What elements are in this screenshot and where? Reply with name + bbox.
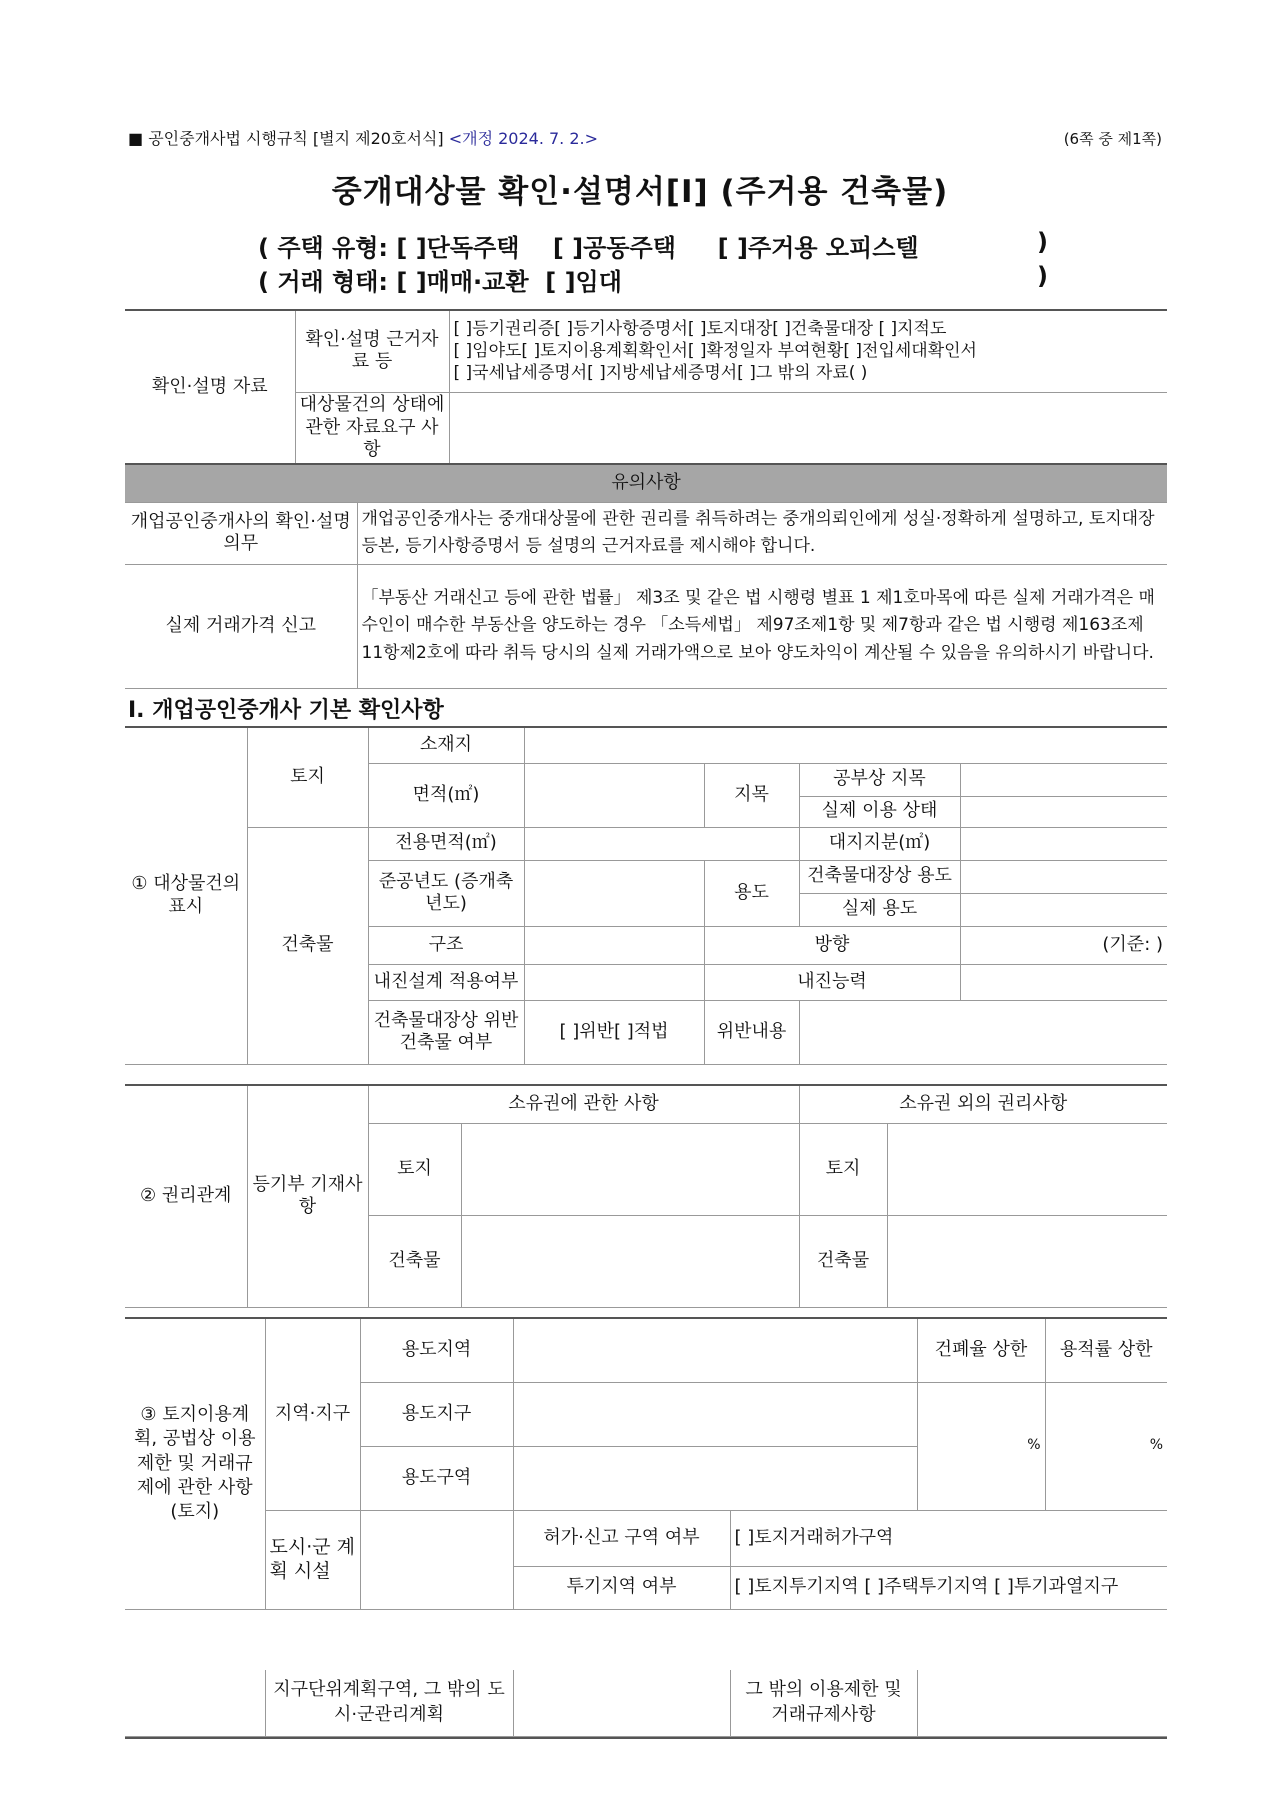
use-area-label: 용도지역 [360,1318,513,1382]
other-building-field[interactable] [887,1215,1167,1307]
location-field[interactable] [524,727,1167,763]
rights-table [125,1084,1167,1308]
basis-label: 확인·설명 근거자료 등 [295,310,449,392]
registry-use-field[interactable] [960,860,1167,893]
option-multi-house[interactable]: 공동주택 [583,234,676,262]
checkbox-lease[interactable]: [ ] [545,268,576,296]
deal-type-label: ( 거래 형태: [ ] [258,268,427,296]
basis-options[interactable] [449,310,1167,392]
zone-label: 지역·지구 [265,1318,360,1510]
district-plan-field[interactable] [513,1670,730,1736]
bcr-field[interactable]: % [917,1382,1045,1510]
page-title: 중개대상물 확인·설명서[Ⅰ] (주거용 건축물) [331,174,949,210]
location-label: 소재지 [368,727,524,763]
area-field[interactable] [524,763,704,827]
option-lease[interactable]: 임대 [575,268,622,296]
urban-facility-label: 도시·군 계획 시설 [265,1510,360,1609]
close-paren: ) [1037,228,1048,256]
other-land-label: 토지 [799,1123,887,1215]
land-share-field[interactable] [960,827,1167,860]
landuse-bottom-table [125,1670,1167,1737]
structure-label: 구조 [368,926,524,964]
permit-option[interactable]: [ ]토지거래허가구역 [730,1510,1167,1566]
checkbox-office[interactable]: [ ] [717,234,748,262]
exclusive-area-field[interactable] [524,827,799,860]
official-jimok-label: 공부상 지목 [799,763,960,796]
request-field[interactable] [449,392,1167,464]
deal-type-line [258,262,1048,297]
ownership-land-field[interactable] [461,1123,799,1215]
area-label: 면적(㎡) [368,763,524,827]
completion-year-field[interactable] [524,860,704,926]
urban-facility-field[interactable] [360,1510,513,1609]
request-label: 대상물건의 상태에 관한 자료요구 사항 [295,392,449,464]
violation-label: 건축물대장상 위반건축물 여부 [368,1000,524,1064]
use-zone-field[interactable] [513,1446,917,1510]
other-building-label: 건축물 [799,1215,887,1307]
district-plan-label: 지구단위계획구역, 그 밖의 도시·군관리계획 [265,1670,513,1736]
official-jimok-field[interactable] [960,763,1167,796]
materials-table [125,309,1167,465]
speculation-label: 투기지역 여부 [513,1566,730,1609]
basis-line-2[interactable]: [ ]임야도[ ]토지이용계획확인서[ ]확정일자 부여현황[ ]전입세대확인서 [453,341,977,362]
other-limits-field[interactable] [917,1670,1167,1736]
use-district-field[interactable] [513,1382,917,1446]
property-table [125,726,1167,1065]
option-sale[interactable]: 매매·교환 [426,268,529,296]
ownership-header: 소유권에 관한 사항 [368,1085,799,1123]
property-label: ① 대상물건의 표시 [125,727,247,1064]
far-label: 용적률 상한 [1045,1318,1167,1382]
ownership-building-field[interactable] [461,1215,799,1307]
violation-detail-label: 위반내용 [704,1000,799,1064]
form-reference-text: ■ 공인중개사법 시행규칙 [별지 제20호서식] [128,129,444,148]
use-district-label: 용도지구 [360,1382,513,1446]
basis-line-1[interactable]: [ ]등기권리증[ ]등기사항증명서[ ]토지대장[ ]건축물대장 [ ]지적도 [453,319,947,340]
actual-use2-field[interactable] [960,893,1167,926]
ownership-building-label: 건축물 [368,1215,461,1307]
completion-year-label: 준공년도 (증개축년도) [368,860,524,926]
violation-detail-field[interactable] [799,1000,1167,1064]
checkbox-multi[interactable]: [ ] [552,234,584,262]
option-officetel[interactable]: 주거용 오피스텔 [747,234,919,262]
actual-use2-label: 실제 용도 [799,893,960,926]
price-text: 「부동산 거래신고 등에 관한 법률」 제3조 및 같은 법 시행령 별표 1 제1호마목에 따른 실제 거래가격은 매수인이 매수한 부동산을 양도하는 경우 「소득세법」 제97조제1항 및 제7항과 같은 법 시행령 제163조제11항제2호에 따라 취득 당시의 실제 거래가액으로 보아 양도차익이 계산될 수 있음을 유의하시기 바랍니다. [357,564,1167,688]
land-label: 토지 [247,727,368,827]
actual-use-field[interactable] [960,796,1167,827]
seismic-design-label: 내진설계 적용여부 [368,964,524,1000]
violation-options[interactable]: [ ]위반[ ]적법 [524,1000,704,1064]
ownership-land-label: 토지 [368,1123,461,1215]
permit-label: 허가·신고 구역 여부 [513,1510,730,1566]
seismic-capacity-field[interactable] [960,964,1167,1000]
direction-basis[interactable]: (기준: ) [960,926,1167,964]
bcr-label: 건폐율 상한 [917,1318,1045,1382]
page-indicator: (6쪽 중 제1쪽) [1063,130,1162,148]
rights-label: ② 권리관계 [125,1085,247,1307]
option-single-house[interactable]: 단독주택 [426,234,520,262]
other-land-field[interactable] [887,1123,1167,1215]
building-label: 건축물 [247,827,368,1064]
duty-label: 개업공인중개사의 확인·설명 의무 [125,502,357,564]
actual-use-label: 실제 이용 상태 [799,796,960,827]
housing-type-label: ( 주택 유형: [ ] [258,234,427,262]
registry-label: 등기부 기재사항 [247,1085,368,1307]
materials-label: 확인·설명 자료 [125,310,295,464]
use-zone-label: 용도구역 [360,1446,513,1510]
use-label: 용도 [704,860,799,926]
landuse-label-cont [125,1670,265,1736]
basis-line-3[interactable]: [ ]국세납세증명서[ ]지방세납세증명서[ ]그 밖의 자료( ) [453,363,868,384]
jimok-label: 지목 [704,763,799,827]
bottom-rule [125,1737,1167,1739]
housing-type-line [258,228,1048,263]
form-reference [128,126,598,149]
other-rights-header: 소유권 외의 권리사항 [799,1085,1167,1123]
landuse-table [125,1317,1167,1610]
land-share-label: 대지지분(㎡) [799,827,960,860]
use-area-field[interactable] [513,1318,917,1382]
seismic-capacity-label: 내진능력 [704,964,960,1000]
seismic-design-field[interactable] [524,964,704,1000]
price-label: 실제 거래가격 신고 [125,564,357,688]
exclusive-area-label: 전용면적(㎡) [368,827,524,860]
landuse-label: ③ 토지이용계획, 공법상 이용제한 및 거래규제에 관한 사항 (토지) [125,1318,265,1609]
far-field[interactable]: % [1045,1382,1167,1510]
duty-text: 개업공인중개사는 중개대상물에 관한 권리를 취득하려는 중개의뢰인에게 성실·정확하게 설명하고, 토지대장 등본, 등기사항증명서 등 설명의 근거자료를 제시해야 합니다. [357,502,1167,564]
revision-date: <개정 2024. 7. 2.> [448,129,599,148]
section-title: Ⅰ. 개업공인중개사 기본 확인사항 [128,698,444,723]
close-paren: ) [1037,262,1048,290]
registry-use-label: 건축물대장상 용도 [799,860,960,893]
notice-header: 유의사항 [125,464,1167,502]
speculation-options[interactable]: [ ]토지투기지역 [ ]주택투기지역 [ ]투기과열지구 [730,1566,1167,1609]
other-limits-label: 그 밖의 이용제한 및 거래규제사항 [730,1670,917,1736]
direction-label: 방향 [704,926,960,964]
structure-field[interactable] [524,926,704,964]
notice-table [125,463,1167,689]
